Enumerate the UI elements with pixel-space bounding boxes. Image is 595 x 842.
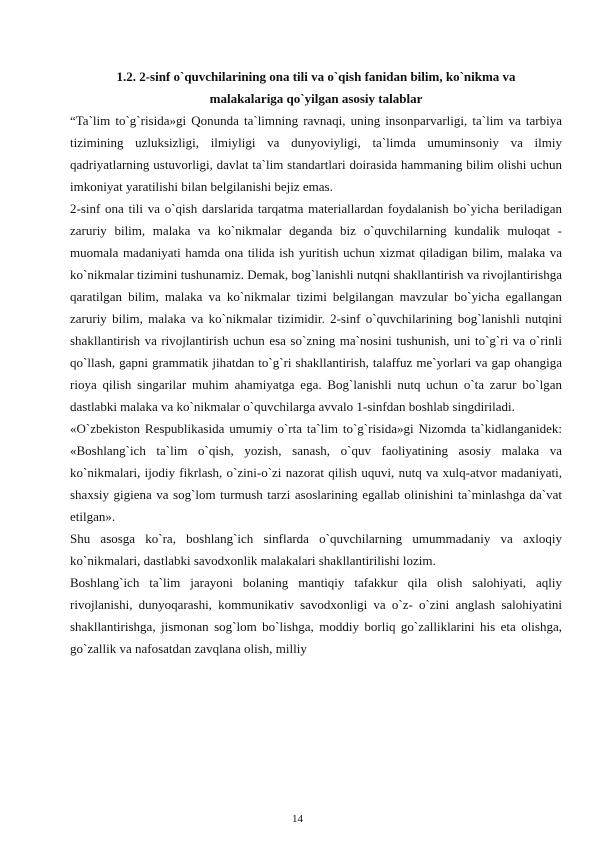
paragraph-primary-process: Boshlang`ich ta`lim jarayoni bolaning mantiqiy tafakkur qila olish salohiyati, aqliy rivojlanishi, dunyoqarashi, kommunikativ savodxonligi va o`z- o`zini anglash salohiyatini shakllantirishga, jismonan sog`lom bo`lishga, moddiy borliq go`zalliklarini his eta olishga, go`zallik va nafosatdan zavqlana olish, milliy — [70, 575, 562, 656]
document-page — [70, 66, 562, 660]
section-heading-line-2: malakalariga qo`yilgan asosiy talablar — [209, 91, 423, 106]
paragraph-primary-skills: Shu asosga ko`ra, boshlang`ich sinflarda o`quvchilarning umummadaniy va axloqiy ko`nikmalari, dastlabki savodxonlik malakalari shakllantirilishi lozim. — [70, 531, 562, 568]
paragraph-skills-system: 2-sinf ona tili va o`qish darslarida tarqatma materiallardan foydalanish bo`yicha beriladigan zaruriy bilim, malaka va ko`nikmalar deganda biz o`quvchilarning kundalik muloqat - muomala madaniyati hamda ona tilida ish yuritish uchun xizmat qiladigan bilim, malaka va ko`nikmalar tizimini tushunamiz. Demak, bog`lanishli nutqni shakllantirish va rivojlantirishga qaratilgan bilim, malaka va ko`nikmalar tizimi belgilangan mavzular bo`yicha egallangan zaruriy bilim, malaka va ko`nikmalar tizimidir. 2-sinf o`quvchilarining bog`lanishli nutqini shakllantirish va rivojlantirish uchun esa so`zning ma`nosini tushunish, uni to`g`ri va o`rinli qo`llash, gapni grammatik jihatdan to`g`ri shakllantirish, talaffuz me`yorlari va gap ohangiga rioya qilish singarilar muhim ahamiyatga ega. Bog`lanishli nutq uchun o`ta zarur bo`lgan dastlabki malaka va ko`nikmalar o`quvchilarga avvalo 1-sinfdan boshlab singdiriladi. — [70, 201, 562, 414]
paragraph-law-education: “Ta`lim to`g`risida»gi Qonunda ta`limning ravnaqi, uning insonparvarligi, ta`lim va tarbiya tizimining uzluksizligi, ilmiyligi va dunyoviyligi, ta`limda umuminsoniy va ilmiy qadriyatlarning ustuvorligi, davlat ta`lim standartlari doirasida hammaning bilim olishi uchun imkoniyat yaratilishi bilan belgilanishi bejiz emas. — [70, 113, 562, 194]
paragraph-regulation-quote: «O`zbekiston Respublikasida umumiy o`rta ta`lim to`g`risida»gi Nizomda ta`kidlanganidek: «Boshlang`ich ta`lim o`qish, yozish, sanash, o`quv faoliyatining asosiy malaka va ko`nikmalari, ijodiy fikrlash, o`zini-o`zi nazorat qilish uquvi, nutq va xulq-atvor madaniyati, shaxsiy gigiena va sog`lom turmush tarzi asoslarining egallab olinishini ta`minlashga da`vat etilgan». — [70, 421, 562, 524]
section-heading — [70, 66, 562, 110]
section-heading-line-1: 1.2. 2-sinf o`quvchilarining ona tili va o`qish fanidan bilim, ko`nikma va — [116, 69, 516, 84]
page-number: 14 — [292, 813, 303, 825]
